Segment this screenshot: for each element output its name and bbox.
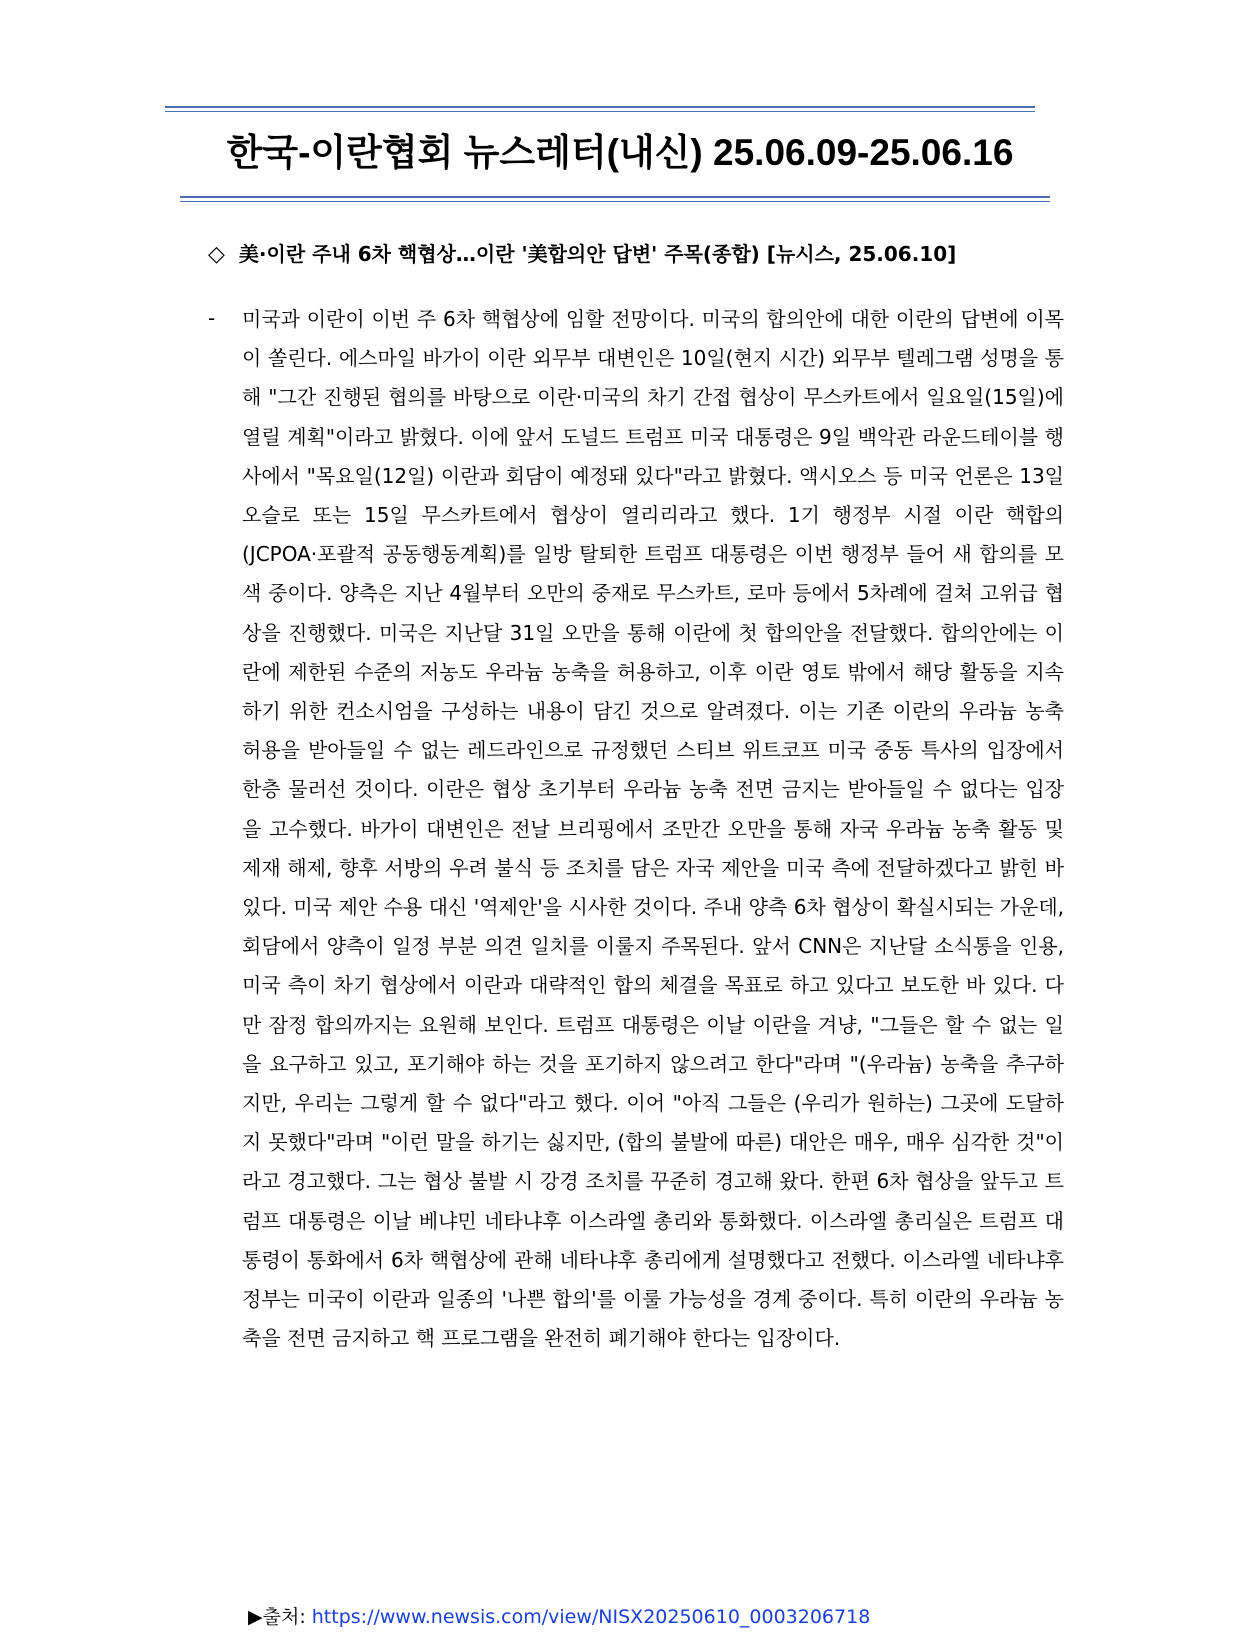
list-marker: - — [208, 306, 216, 330]
source-label: ▶출처: — [248, 1606, 312, 1628]
diamond-bullet-icon: ◇ — [208, 242, 225, 267]
newsletter-title: 한국-이란협회 뉴스레터(내신) 25.06.09-25.06.16 — [226, 132, 1014, 173]
article-headline: 美·이란 주내 6차 핵협상…이란 '美합의안 답변' 주목(종합) [뉴시스, 25.06.10] — [238, 242, 957, 266]
article-body: 미국과 이란이 이번 주 6차 핵협상에 임할 전망이다. 미국의 합의안에 대한 이란의 답변에 이목이 쏠린다. 에스마일 바가이 이란 외무부 대변인은 10일(현지 시간) 외무부 텔레그램 성명을 통해 "그간 진행된 협의를 바탕으로 이란·미국의 차기 간접 협상이 무스카트에서 일요일(15일)에 열릴 계획"이라고 밝혔다. 이에 앞서 도널드 트럼프 미국 대통령은 9일 백악관 라운드테이블 행사에서 "목요일(12일) 이란과 회담이 예정돼 있다"라고 밝혔다. 액시오스 등 미국 언론은 13일 오슬로 또는 15일 무스카트에서 협상이 열리리라고 했다. 1기 행정부 시절 이란 핵합의(JCPOA·포괄적 공동행동계획)를 일방 탈퇴한 트럼프 대통령은 이번 행정부 들어 새 합의를 모색 중이다. 양측은 지난 4월부터 오만의 중재로 무스카트, 로마 등에서 5차례에 걸쳐 고위급 협상을 진행했다. 미국은 지난달 31일 오만을 통해 이란에 첫 합의안을 전달했다. 합의안에는 이란에 제한된 수준의 저농도 우라늄 농축을 허용하고, 이후 이란 영토 밖에서 해당 활동을 지속하기 위한 컨소시엄을 구성하는 내용이 담긴 것으로 알려졌다. 이는 기존 이란의 우라늄 농축 허용을 받아들일 수 없는 레드라인으로 규정했던 스티브 위트코프 미국 중동 특사의 입장에서 한층 물러선 것이다. 이란은 협상 초기부터 우라늄 농축 전면 금지는 받아들일 수 없다는 입장을 고수했다. 바가이 대변인은 전날 브리핑에서 조만간 오만을 통해 자국 우라늄 농축 활동 및 제재 해제, 향후 서방의 우려 불식 등 조치를 담은 자국 제안을 미국 측에 전달하겠다고 밝힌 바 있다. 미국 제안 수용 대신 '역제안'을 시사한 것이다. 주내 양측 6차 협상이 확실시되는 가운데, 회담에서 양측이 일정 부분 의견 일치를 이룰지 주목된다. 앞서 CNN은 지난달 소식통을 인용, 미국 측이 차기 협상에서 이란과 대략적인 합의 체결을 목표로 하고 있다고 보도한 바 있다. 다만 잠정 합의까지는 요원해 보인다. 트럼프 대통령은 이날 이란을 겨냥, "그들은 할 수 없는 일을 요구하고 있고, 포기해야 하는 것을 포기하지 않으려고 한다"라며 "(우라늄) 농축을 추구하지만, 우리는 그렇게 할 수 없다"라고 했다. 이어 "아직 그들은 (우리가 원하는) 그곳에 도달하지 못했다"라며 "이런 말을 하기는 싫지만, (합의 불발에 따른) 대안은 매우, 매우 심각한 것"이라고 경고했다. 그는 협상 불발 시 강경 조치를 꾸준히 경고해 왔다. 한편 6차 협상을 앞두고 트럼프 대통령은 이날 베냐민 네타냐후 이스라엘 총리와 통화했다. 이스라엘 총리실은 트럼프 대통령이 통화에서 6차 핵협상에 관해 네타냐후 총리에게 설명했다고 전했다. 이스라엘 네타냐후 정부는 미국이 이란과 일종의 '나쁜 합의'를 이룰 가능성을 경계 중이다. 특히 이란의 우라늄 농축을 전면 금지하고 핵 프로그램을 완전히 폐기해야 한다는 입장이다. — [242, 307, 1064, 1351]
top-divider-rule — [165, 106, 1035, 112]
source-link[interactable]: https://www.newsis.com/view/NISX20250610_0003206718 — [311, 1606, 871, 1628]
bottom-divider-rule — [180, 196, 1050, 202]
article-headline-row — [208, 238, 956, 267]
source-line — [248, 1602, 870, 1629]
